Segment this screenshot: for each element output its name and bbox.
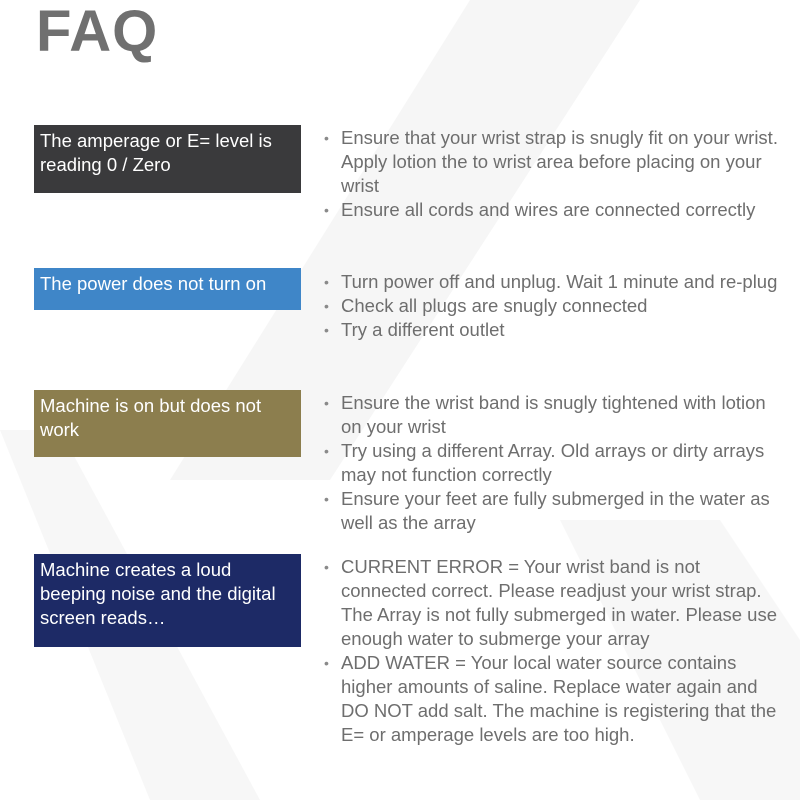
answer-item: • Turn power off and unplug. Wait 1 minute and re-plug [324,271,778,292]
faq-question-3: Machine is on but does not work [34,390,301,457]
page-title: FAQ [36,0,159,64]
faq-answers-4 [322,555,782,747]
answer-item: • Check all plugs are snugly connected [324,295,648,316]
answer-item: • Ensure all cords and wires are connected correctly [324,199,756,220]
answer-item: • Try using a different Array. Old arrays or dirty arrays may not function correctly [324,440,765,485]
answer-item: • Ensure that your wrist strap is snugly fit on your wrist. Apply lotion the to wrist area before placing on your wrist [324,127,778,196]
faq-answers-1 [322,126,782,222]
faq-question-4: Machine creates a loud beeping noise and the digital screen reads… [34,554,301,647]
faq-answers-3 [322,391,782,535]
faq-answers-2 [322,270,782,342]
answer-item: • CURRENT ERROR = Your wrist band is not connected correct. Please readjust your wrist strap. The Array is not fully submerged in water. Please use enough water to submerge your array [324,556,777,649]
faq-question-1: The amperage or E= level is reading 0 / Zero [34,125,301,193]
faq-question-2: The power does not turn on [34,268,301,310]
answer-item: • Ensure the wrist band is snugly tightened with lotion on your wrist [324,392,766,437]
answer-item: • Try a different outlet [324,319,505,340]
answer-item: • Ensure your feet are fully submerged in the water as well as the array [324,488,770,533]
answer-item: • ADD WATER = Your local water source contains higher amounts of saline. Replace water again and DO NOT add salt. The machine is registering that the E= or amperage levels are too high. [324,652,777,745]
